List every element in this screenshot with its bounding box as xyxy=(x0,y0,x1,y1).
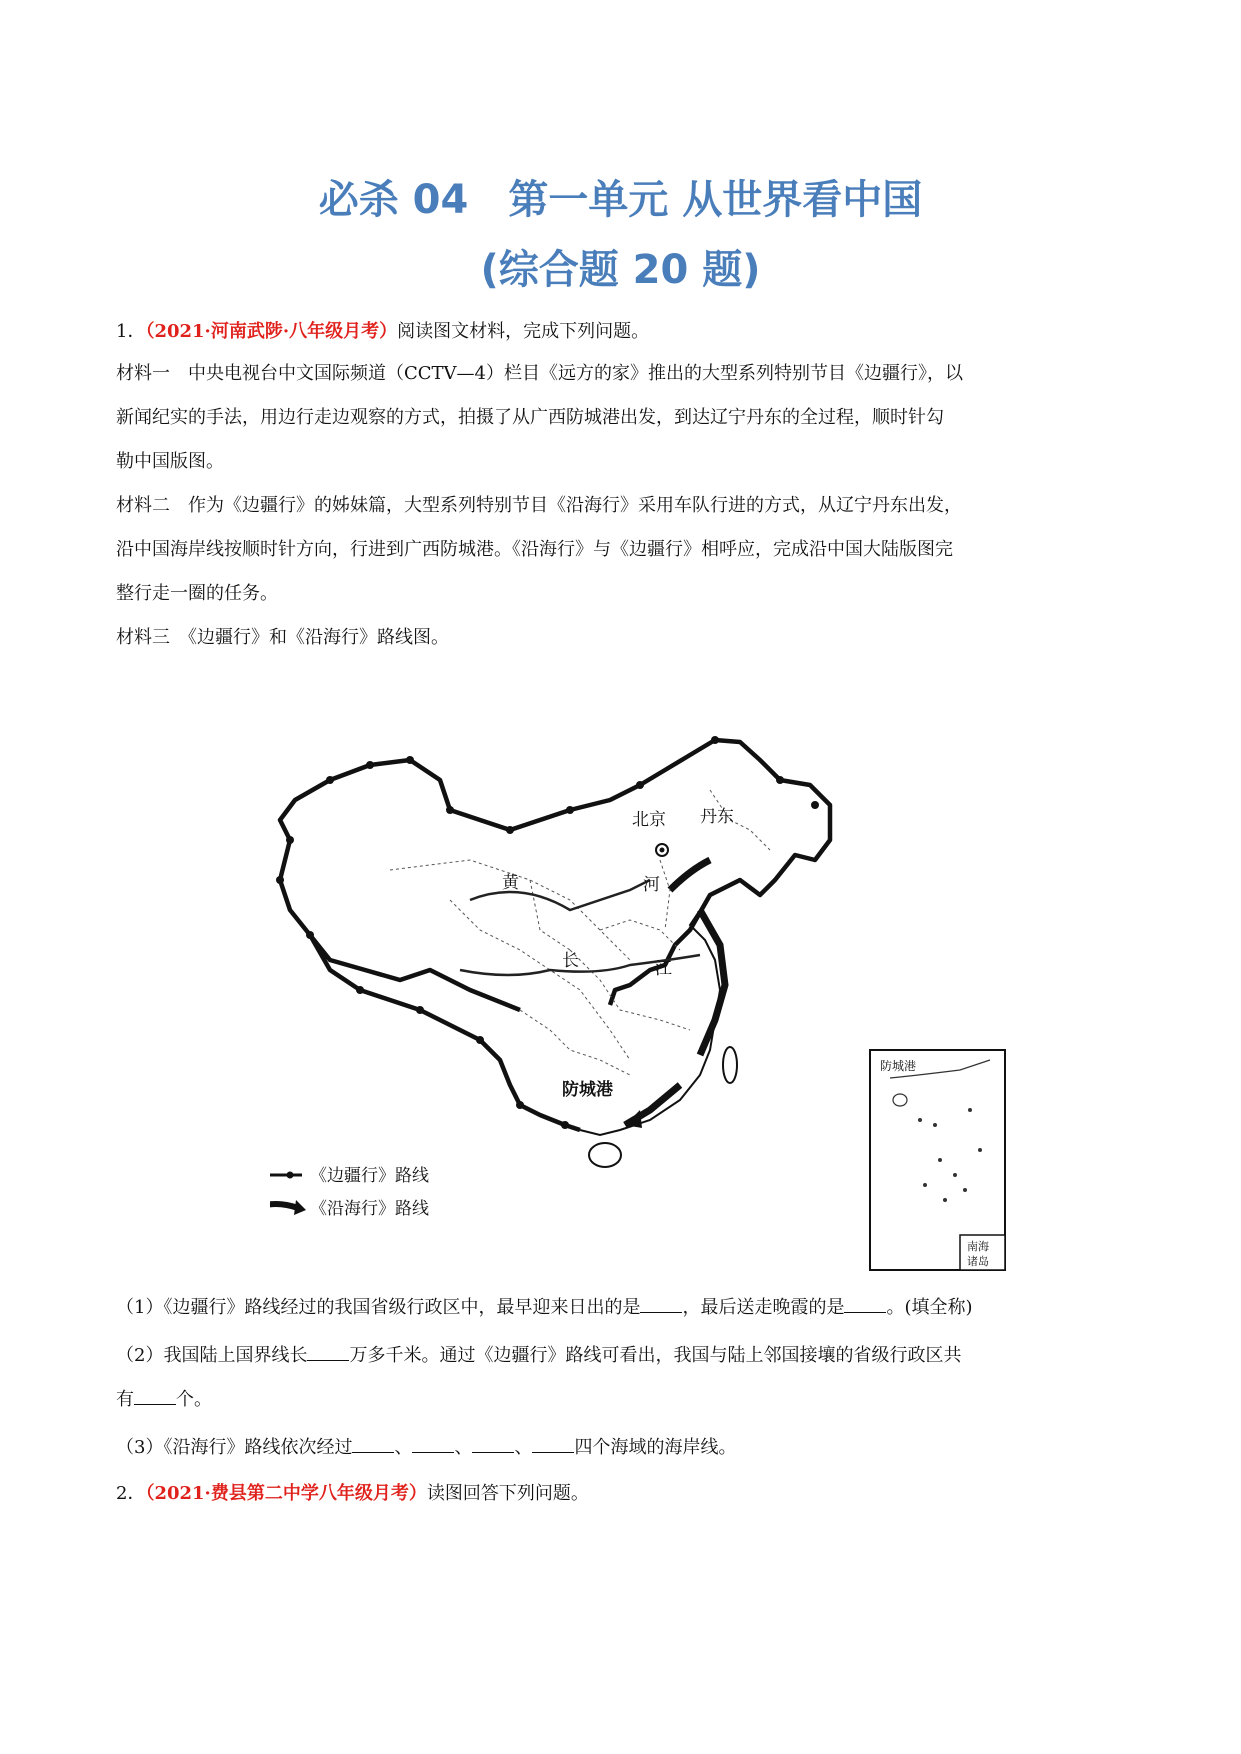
answer-blank[interactable] xyxy=(352,1434,394,1453)
answer-blank[interactable] xyxy=(412,1434,454,1453)
answer-blank[interactable] xyxy=(134,1386,176,1405)
material-2-line-3: 整行走一圈的任务。 xyxy=(116,583,278,604)
sub-question-3: （3）《沿海行》路线依次经过 、 、 、 四个海域的海岸线。 xyxy=(116,1426,1131,1470)
inset-title: 防城港 xyxy=(880,1059,917,1073)
question-prompt: 读图回答下列问题。 xyxy=(426,1483,589,1504)
label-dandong: 丹东 xyxy=(700,807,734,827)
material-1-line-1: 材料一 中央电视台中文国际频道（CCTV—4）栏目《远方的家》推出的大型系列特别节目《边疆行》，以 xyxy=(116,363,963,384)
legend-border-route: 《边疆行》路线 xyxy=(310,1166,429,1186)
label-huang: 黄 xyxy=(502,873,519,893)
coast-route-line xyxy=(670,860,710,890)
material-2-line-1: 材料二 作为《边疆行》的姊妹篇，大型系列特别节目《沿海行》采用车队行进的方式，从辽宁丹东出发， xyxy=(116,495,962,516)
answer-blank[interactable] xyxy=(472,1434,514,1453)
material-1-line-2: 新闻纪实的手法，用边行走边观察的方式，拍摄了从广西防城港出发，到达辽宁丹东的全过程，顺时针勾 xyxy=(116,407,944,428)
question-1-header xyxy=(116,310,1131,354)
material-2-line-2: 沿中国海岸线按顺时针方向，行进到广西防城港。《沿海行》与《边疆行》相呼应，完成沿中国大陆版图完 xyxy=(116,539,953,560)
answer-blank[interactable] xyxy=(844,1294,886,1313)
label-beijing: 北京 xyxy=(632,810,666,830)
sub-question-2-line-1: （2）我国陆上国界线长 万多千米。通过《边疆行》路线可看出，我国与陆上邻国接壤的省级行政区共 xyxy=(116,1334,1131,1378)
border-route-line xyxy=(280,740,830,1130)
material-1-line-3: 勒中国版图。 xyxy=(116,451,224,472)
route-map-svg xyxy=(270,730,1025,1275)
label-chang: 长 xyxy=(562,951,579,971)
answer-blank[interactable] xyxy=(307,1342,349,1361)
inset-corner-label-1: 南海 xyxy=(967,1240,989,1253)
page-title: 必杀 04 第一单元 从世界看中国 xyxy=(318,177,923,223)
page-subtitle: (综合题 20 题) xyxy=(480,247,761,293)
legend-coast-route: 《沿海行》路线 xyxy=(310,1199,429,1219)
question-number: 1． xyxy=(116,321,146,342)
route-map xyxy=(270,730,1025,1275)
sub-question-1: （1）《边疆行》路线经过的我国省级行政区中，最早迎来日出的是 ，最后送走晚霞的是 。(填全称) xyxy=(116,1286,1131,1330)
answer-blank[interactable] xyxy=(640,1294,682,1313)
label-fangchenggang: 防城港 xyxy=(562,1080,613,1100)
label-he: 河 xyxy=(643,875,660,895)
question-number: 2． xyxy=(116,1483,146,1504)
question-prompt: 阅读图文材料，完成下列问题。 xyxy=(397,321,650,342)
question-source: （2021·河南武陟·八年级月考） xyxy=(145,321,398,342)
answer-blank[interactable] xyxy=(532,1434,574,1453)
question-2-header xyxy=(116,1472,1131,1516)
inset-corner-label-2: 诸岛 xyxy=(967,1255,989,1268)
material-3-line: 材料三 《边疆行》和《沿海行》路线图。 xyxy=(116,627,449,648)
sub-question-2-line-2: 有 个。 xyxy=(116,1378,1131,1422)
label-jiang: 江 xyxy=(655,959,672,979)
question-source: （2021·费县第二中学八年级月考） xyxy=(145,1483,427,1504)
